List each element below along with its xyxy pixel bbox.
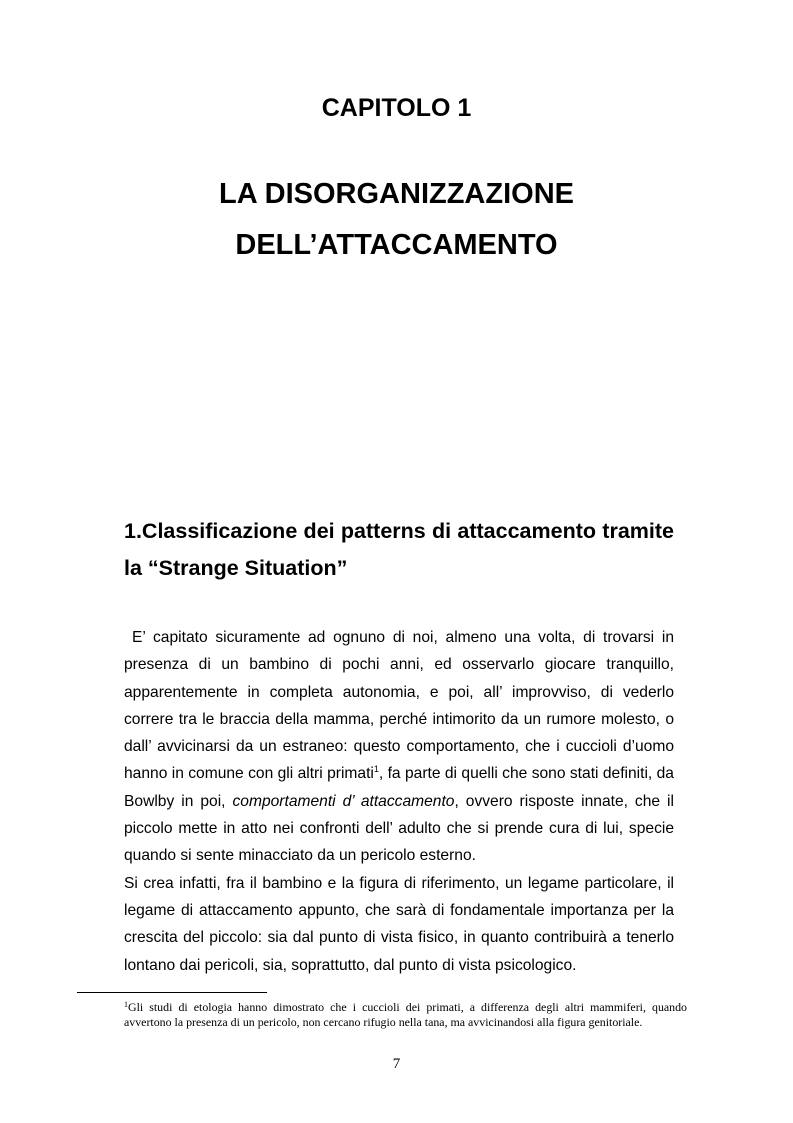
chapter-title-line-2: DELL’ATTACCAMENTO — [235, 229, 558, 261]
page-number: 7 — [392, 1056, 401, 1072]
footnote-text: Gli studi di etologia hanno dimostrato che i cuccioli dei primati, a differenza degli altri mammiferi, quando avvertono la presenza di un pericolo, non cercano rifugio nella tana, ma avvicinandosi alla figura genitoriale. — [124, 1000, 687, 1029]
footnote — [124, 1000, 687, 1029]
paragraph-1-italic-term: comportamenti d’ attaccamento — [232, 792, 455, 810]
paragraph-1-part-2: , fa parte di quelli che sono stati definiti, da Bowlby in poi, — [124, 765, 674, 810]
section-heading: 1.Classificazione dei patterns di attaccamento tramite la “Strange Situation” — [124, 519, 674, 580]
paragraph-2: Si crea infatti, fra il bambino e la figura di riferimento, un legame particolare, il legame di attaccamento appunto, che sarà di fondamentale importanza per la crescita del piccolo: sia dal punto di vista fisico, in quanto contribuirà a tenerlo lontano dai pericoli, sia, soprattutto, dal punto di vista psicologico. — [124, 874, 674, 974]
footnote-number: 1 — [124, 1000, 128, 1009]
chapter-title-line-1: LA DISORGANIZZAZIONE — [219, 178, 574, 210]
footnote-reference: 1 — [373, 764, 379, 775]
paragraph-1-part-3: , ovvero risposte innate, che il piccolo mette in atto nei confronti dell’ adulto che si prende cura di lui, specie quando si sente minacciato da un pericolo esterno. — [124, 792, 674, 865]
chapter-label: CAPITOLO 1 — [321, 94, 472, 122]
body-text — [124, 624, 674, 979]
paragraph-1 — [124, 624, 674, 870]
paragraph-1-part-1: E’ capitato sicuramente ad ognuno di noi, almeno una volta, di trovarsi in presenza di un bambino di pochi anni, ed osservarlo giocare tranquillo, apparentemente in completa autonomia, e poi, all’ improvviso, di vederlo correre tra le braccia della mamma, perché intimorito da un rumore molesto, o dall’ avvicinarsi da un estraneo: questo comportamento, che i cuccioli d’uomo hanno in comune con gli altri primati — [124, 629, 674, 783]
footnote-separator — [77, 992, 267, 993]
